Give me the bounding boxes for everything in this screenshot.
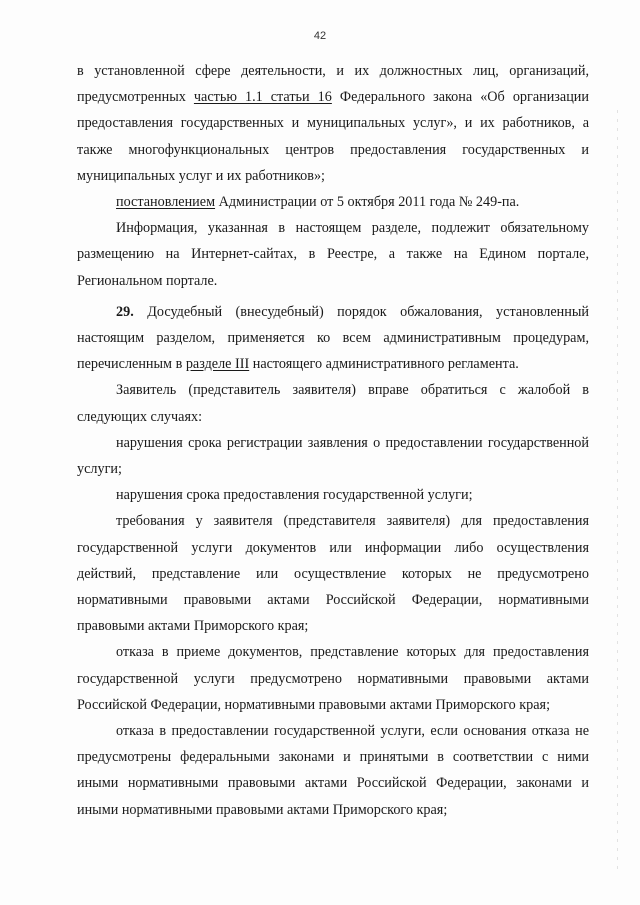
paragraph-text: Федерального закона «Об организации предоставления государственных и муниципальных услуг», и их работников, а также многофункциональных центров предоставления государственных и муниципальных услуг и их работников»; xyxy=(77,89,589,184)
list-item-document-requirement: требования у заявителя (представителя заявителя) для предоставления государственной услуги документов или информации либо осуществления действий, представление или осуществление которых не предусмотрено нормативными правовыми актами Российской Федерации, нормативными правовыми актами Приморского края; xyxy=(77,513,589,635)
resolution-link[interactable]: постановлением xyxy=(116,194,216,211)
paragraph-continuation xyxy=(77,58,589,189)
paragraph-information: Информация, указанная в настоящем разделе, подлежит обязательному размещению на Интернет-сайтах, в Реестре, а также на Едином портале, Региональном портале. xyxy=(77,220,589,289)
paragraph-resolution xyxy=(77,189,589,215)
section-reference-link[interactable]: разделе III xyxy=(185,356,250,373)
scan-artifact xyxy=(617,110,618,870)
document-body xyxy=(77,58,589,823)
list-item-refusal-service: отказа в предоставлении государственной услуги, если основания отказа не предусмотрены федеральными законами и принятыми в соответствии с ними иными нормативными правовыми актами Российской Федерации, законами и иными нормативными правовыми актами Приморского края; xyxy=(77,723,589,818)
paragraph-text: в установленной сфере деятельности, и их должностных лиц, организаций, предусмотренных xyxy=(77,63,589,106)
page-number: 42 xyxy=(313,30,327,42)
paragraph-complaint-cases: Заявитель (представитель заявителя) вправе обратиться с жалобой в следующих случаях: xyxy=(77,382,589,425)
law-reference-link[interactable]: частью 1.1 статьи 16 xyxy=(193,89,332,106)
section-number: 29. xyxy=(116,303,134,320)
paragraph-text: Досудебный (внесудебный) порядок обжалования, установленный настоящим разделом, применяется ко всем административным процедурам, перечисленным в xyxy=(77,303,589,373)
paragraph-text: Администрации от 5 октября 2011 года № 249-па. xyxy=(215,194,520,211)
list-item-deadline-violation: нарушения срока предоставления государственной услуги; xyxy=(116,487,473,504)
paragraph-section-29 xyxy=(77,299,589,378)
list-item-registration-violation: нарушения срока регистрации заявления о предоставлении государственной услуги; xyxy=(77,434,589,478)
paragraph-text: настоящего административного регламента. xyxy=(249,356,519,373)
list-item-refusal-acceptance: отказа в приеме документов, представление которых для предоставления государственной услуги предусмотрено нормативными правовыми актами Российской Федерации, нормативными правовыми актами Приморского края; xyxy=(77,644,589,713)
